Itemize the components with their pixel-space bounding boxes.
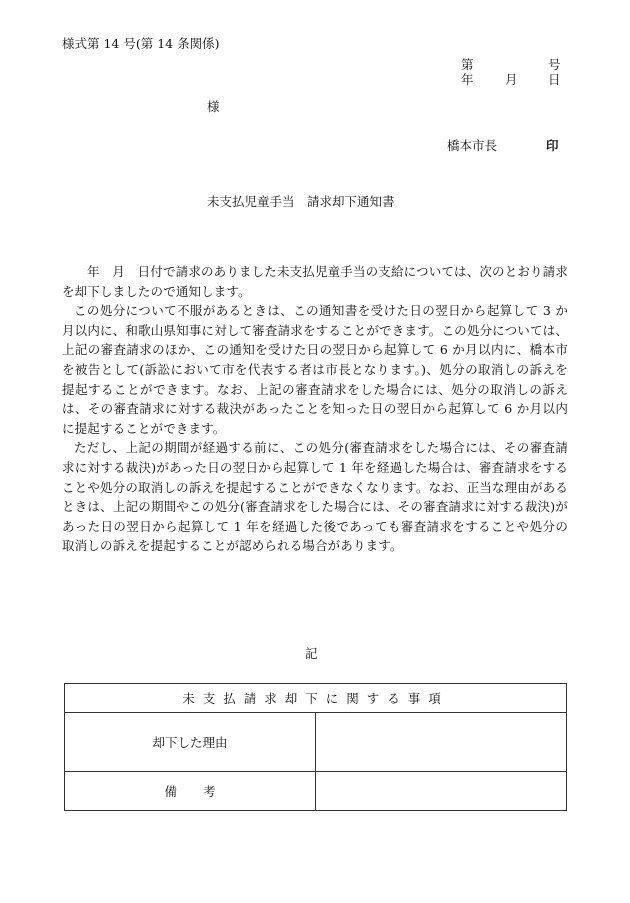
table-header: 未支払請求却下に関する事項	[65, 684, 567, 713]
document-number-label: 第	[461, 57, 474, 72]
rejection-reason-value	[316, 713, 567, 772]
seal-mark: 印	[546, 138, 559, 153]
sender-title: 橋本市長	[447, 138, 498, 153]
rejection-details-table	[64, 683, 567, 811]
paragraph-request-rejected: 年 月 日付で請求のありました未支払児童手当の支給については、次のとおり請求を却下しましたので通知します。	[62, 264, 568, 299]
paragraph-appeal-rights: この処分について不服があるときは、この通知書を受けた日の翌日から起算して 3 か月以内に、和歌山県知事に対して審査請求をすることができます。この処分については、上記の審査請求のほか、この通知を受けた日の翌日から起算して 6 か月以内に、橋本市を被告として(訴訟において市を代表する者は市長となります。)、処分の取消しの訴えを提起することができます。なお、上記の審査請求をした場合には、処分の取消しの訴えは、その審査請求に対する裁決があったことを知った日の翌日から起算して 6 か月以内に提起することができます。	[62, 303, 568, 436]
document-number-suffix: 号	[548, 57, 561, 72]
document-title: 未支払児童手当 請求却下通知書	[207, 194, 395, 209]
rejection-reason-label: 却下した理由	[65, 713, 316, 772]
notice-body	[62, 262, 568, 556]
form-number: 様式第 14 号(第 14 条関係)	[62, 36, 220, 51]
remarks-label: 備考	[164, 784, 242, 799]
date-month-label: 月	[505, 72, 518, 87]
remarks-value	[316, 772, 567, 811]
date-day-label: 日	[548, 72, 561, 87]
paragraph-time-limits: ただし、上記の期間が経過する前に、この処分(審査請求をした場合には、その審査請求に対する裁決)があった日の翌日から起算して 1 年を経過した場合は、審査請求をすることや処分の取消しの訴えを提起することができなくなります。なお、正当な理由があるときは、上記の期間やこの処分(審査請求をした場合には、その審査請求に対する裁決)があった日の翌日から起算して 1 年を経過した後であっても審査請求をすることや処分の取消しの訴えを提起することが認められる場合があります。	[62, 440, 568, 554]
date-year-label: 年	[461, 72, 474, 87]
table-row	[65, 713, 567, 772]
remarks-label-cell	[65, 772, 316, 811]
recipient-honorific: 様	[207, 99, 220, 114]
table-row	[65, 772, 567, 811]
table-header-row	[65, 684, 567, 713]
ki-label: 記	[305, 646, 318, 661]
